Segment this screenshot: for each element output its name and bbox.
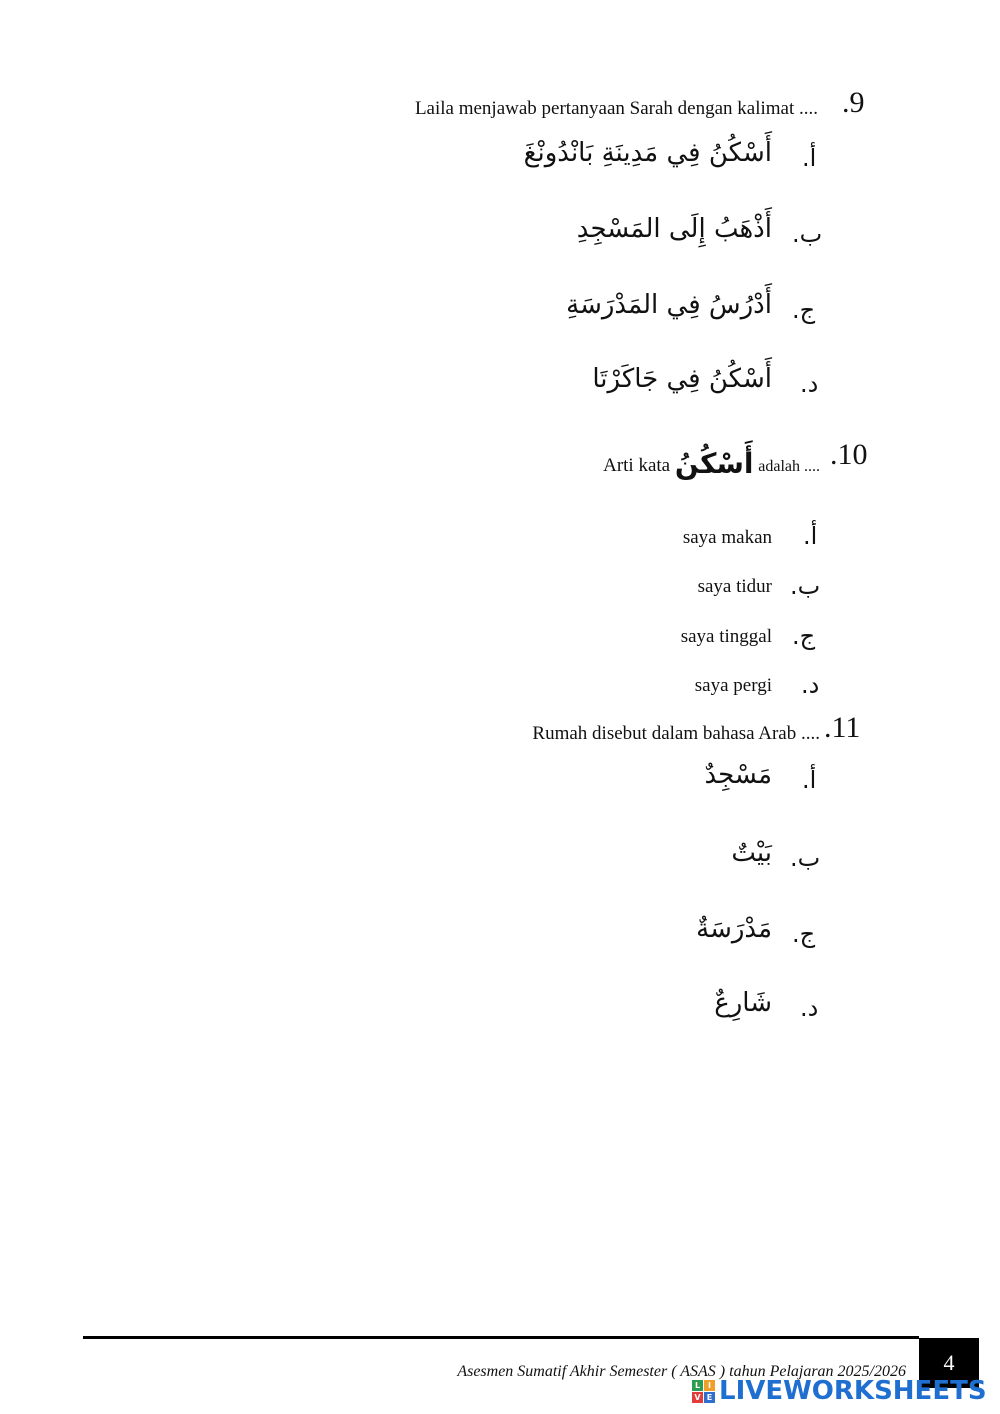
question-11-text: Rumah disebut dalam bahasa Arab ....: [532, 723, 820, 744]
footer-text: Asesmen Sumatif Akhir Semester ( ASAS ) tahun Pelajaran 2025/2026: [457, 1363, 906, 1380]
option-10d-letter: .د: [801, 671, 820, 699]
option-9d-text[interactable]: أَسْكُنُ فِي جَاكَرْتَا: [592, 364, 772, 394]
option-10b-letter: .ب: [790, 572, 821, 600]
option-9d-letter: .د: [800, 370, 819, 398]
logo-letter-v: V: [692, 1392, 703, 1403]
logo-letter-i: I: [704, 1380, 715, 1391]
question-9-number: .9: [842, 86, 865, 119]
question-11-number: .11: [824, 711, 861, 744]
option-11a-text[interactable]: مَسْجِدٌ: [704, 760, 772, 790]
option-9a-text[interactable]: أَسْكُنُ فِي مَدِينَةِ بَانْدُونْغَ: [523, 138, 772, 168]
liveworksheets-watermark[interactable]: [692, 1376, 987, 1406]
question-10-number: .10: [830, 438, 868, 471]
question-10-text-after: adalah ....: [758, 458, 820, 475]
option-9c-letter: .ج: [792, 296, 816, 324]
option-10b-text[interactable]: saya tidur: [697, 576, 772, 597]
logo-letter-e: E: [704, 1392, 715, 1403]
footer-divider: [83, 1336, 919, 1339]
option-9b-text[interactable]: أَذْهَبُ إِلَى المَسْجِدِ: [576, 214, 772, 244]
question-9-text: Laila menjawab pertanyaan Sarah dengan kalimat ....: [414, 98, 818, 119]
option-10c-letter: .ج: [792, 622, 816, 650]
option-9a-letter: .أ: [802, 144, 817, 172]
option-11c-letter: .ج: [792, 920, 816, 948]
option-10a-letter: .أ: [803, 522, 818, 550]
question-10-text-before: Arti kata: [603, 455, 671, 476]
page-number: 4: [919, 1338, 979, 1388]
option-10c-text[interactable]: saya tinggal: [680, 626, 772, 647]
option-11c-text[interactable]: مَدْرَسَةٌ: [696, 914, 772, 944]
question-10-arabic-word: أَسْكُنُ: [674, 447, 754, 480]
option-10d-text[interactable]: saya pergi: [694, 675, 772, 696]
option-9c-text[interactable]: أَدْرُسُ فِي المَدْرَسَةِ: [566, 290, 772, 320]
option-10a-text[interactable]: saya makan: [682, 527, 772, 548]
option-11d-letter: .د: [800, 994, 819, 1022]
option-11d-text[interactable]: شَارِعٌ: [714, 988, 772, 1018]
liveworksheets-logo-icon: [692, 1380, 715, 1403]
question-10-text: [603, 447, 820, 480]
liveworksheets-brand-text: LIVEWORKSHEETS: [719, 1376, 987, 1406]
option-11a-letter: .أ: [802, 766, 817, 794]
option-11b-letter: .ب: [790, 844, 821, 872]
option-9b-letter: .ب: [792, 220, 823, 248]
logo-letter-l: L: [692, 1380, 703, 1391]
option-11b-text[interactable]: بَيْتٌ: [731, 838, 772, 868]
